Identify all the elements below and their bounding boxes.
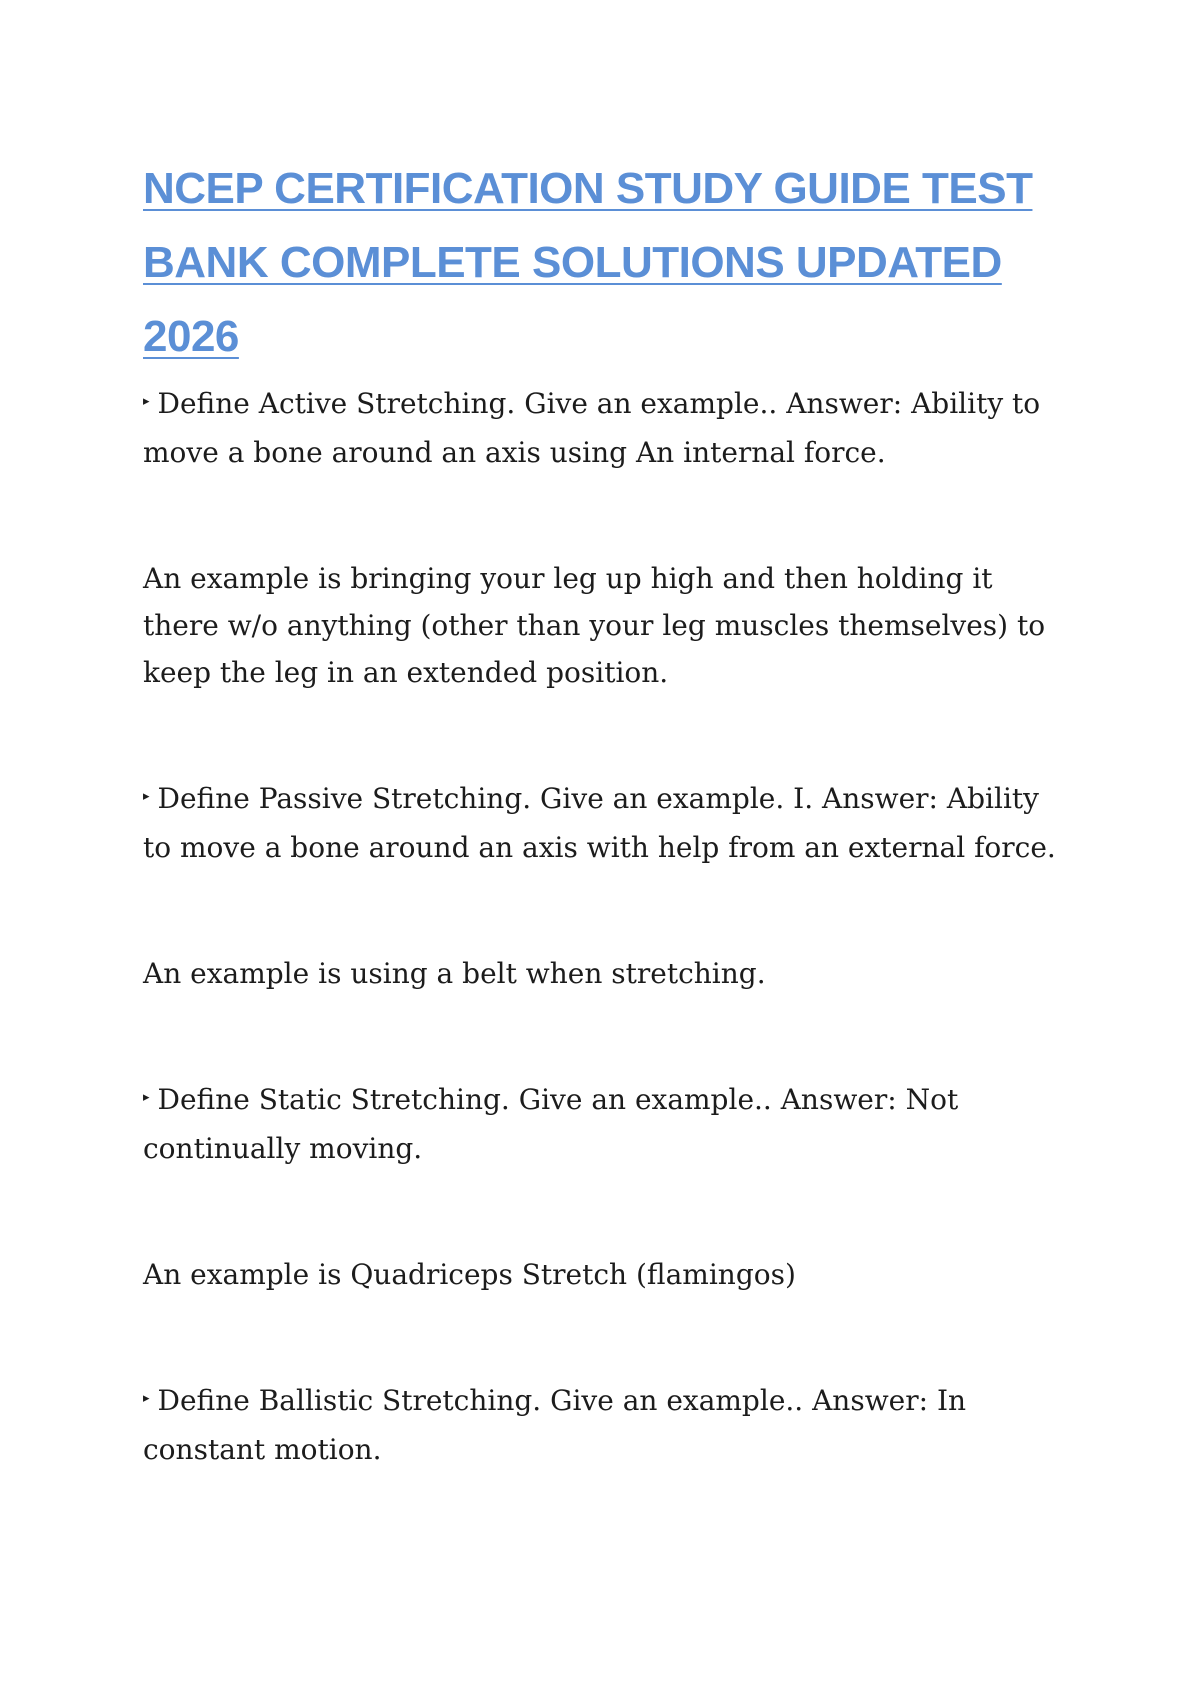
bullet-icon: ▸ — [143, 1391, 150, 1406]
document-body — [143, 380, 1073, 1473]
answer-example: An example is Quadriceps Stretch (flamingos) — [143, 1258, 796, 1291]
question-text: Define Active Stretching. Give an example.. Answer: Ability to move a bone around an axis using An internal force. — [143, 387, 1041, 469]
bullet-icon: ▸ — [143, 789, 150, 804]
question-paragraph — [143, 775, 1073, 871]
question-text: Define Passive Stretching. Give an example. I. Answer: Ability to move a bone around an axis with help from an external force. — [143, 782, 1056, 864]
document-title: NCEP CERTIFICATION STUDY GUIDE TEST BANK COMPLETE SOLUTIONS UPDATED 2026 — [143, 164, 1033, 361]
question-text: Define Static Stretching. Give an example.. Answer: Not continually moving. — [143, 1083, 959, 1165]
question-paragraph — [143, 1377, 1073, 1473]
bullet-icon: ▸ — [143, 1090, 150, 1105]
bullet-icon: ▸ — [143, 394, 150, 409]
question-paragraph — [143, 380, 1073, 476]
answer-example: An example is using a belt when stretching. — [143, 957, 766, 990]
answer-example: An example is bringing your leg up high and then holding it there w/o anything (other than your leg muscles themselves) to keep the leg in an extended position. — [143, 562, 1046, 689]
question-paragraph — [143, 1076, 1073, 1172]
question-text: Define Ballistic Stretching. Give an example.. Answer: In constant motion. — [143, 1384, 967, 1466]
